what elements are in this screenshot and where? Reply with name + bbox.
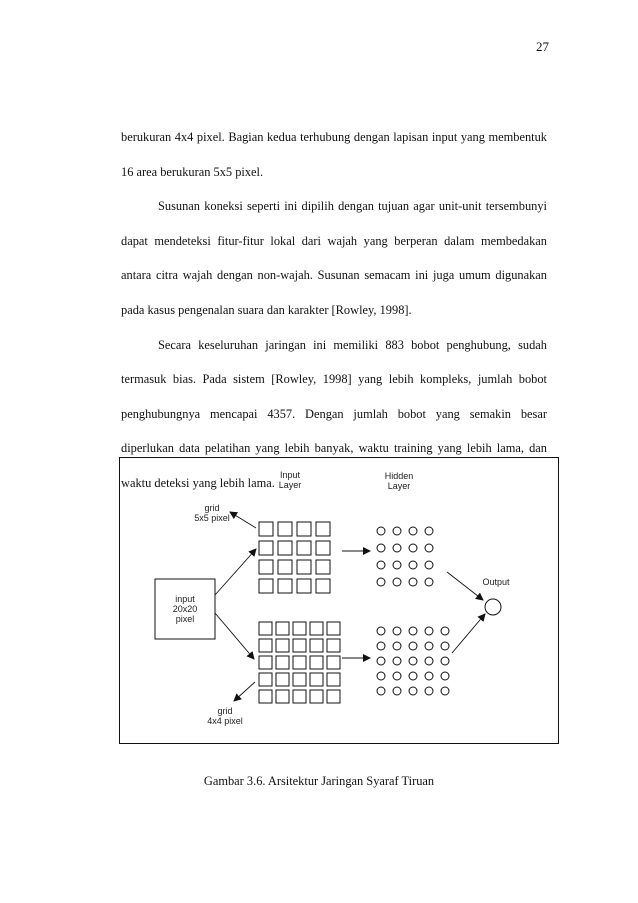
input-grid-bottom [259,622,340,703]
hidden-node [425,627,433,635]
paragraph-3: Secara keseluruhan jaringan ini memiliki 883 bobot penghubung, sudah termasuk bias. Pada sistem [Rowley, 1998] yang lebih kompleks, jumlah bobot penghubungnya mencapai 4357. Dengan jumlah bobot yang semakin besar diperlukan data pelatihan yang lebih banyak, waktu training yang lebih lama, dan waktu deteksi yang lebih lama. [121,337,547,490]
architecture-diagram [119,457,559,744]
hidden-node [441,657,449,665]
input-grid-cell [327,690,340,703]
input-grid-top [259,522,330,593]
input-grid-cell [310,639,323,652]
hidden-node [393,657,401,665]
input-grid-cell [316,560,330,574]
arrow-input-to-top-grid [215,549,256,595]
input-grid-cell [276,673,289,686]
hidden-node [377,672,385,680]
input-layer-label-line-1: Input [279,470,301,480]
input-grid-cell [293,673,306,686]
input-grid-cell [310,622,323,635]
hidden-node [393,527,401,535]
hidden-node [409,544,417,552]
hidden-node [393,544,401,552]
input-grid-cell [316,541,330,555]
hidden-node [377,627,385,635]
input-grid-cell [276,639,289,652]
hidden-node [377,544,385,552]
hidden-node [425,561,433,569]
input-grid-cell [310,690,323,703]
hidden-node [409,527,417,535]
hidden-node [441,642,449,650]
input-grid-cell [259,639,272,652]
input-grid-cell [293,656,306,669]
hidden-layer-label-line-2: Layer [387,481,411,491]
input-grid-cell [278,541,292,555]
grid-bottom-label-line-1: grid [217,706,233,716]
grid-top-label-line-1: grid [204,503,220,513]
input-grid-cell [276,656,289,669]
figure-caption: Gambar 3.6. Arsitektur Jaringan Syaraf Tiruan [203,774,435,788]
input-grid-cell [259,690,272,703]
input-grid-cell [316,579,330,593]
output-label: Output [482,577,510,587]
input-grid-cell [259,673,272,686]
hidden-node [409,561,417,569]
hidden-node [393,561,401,569]
input-grid-cell [259,560,273,574]
hidden-node [425,544,433,552]
hidden-node [393,627,401,635]
input-box-label-line-1: input [175,594,195,604]
hidden-node [409,672,417,680]
input-grid-cell [278,579,292,593]
input-grid-cell [297,560,311,574]
hidden-node [425,578,433,586]
body-text [121,120,547,501]
input-box-label-line-3: pixel [175,614,195,624]
input-grid-cell [297,541,311,555]
input-grid-cell [297,522,311,536]
hidden-node [377,657,385,665]
input-grid-cell [259,522,273,536]
input-grid-cell [259,656,272,669]
input-box-label-line-2: 20x20 [172,604,198,614]
hidden-node [425,687,433,695]
input-layer-label-line-2: Layer [278,480,302,490]
input-grid-cell [297,579,311,593]
input-grid-cell [278,522,292,536]
input-grid-cell [327,622,340,635]
input-grid-cell [310,656,323,669]
hidden-node [393,672,401,680]
input-grid-cell [293,639,306,652]
arrow-top-hidden-to-output [447,572,483,600]
input-grid-cell [259,579,273,593]
hidden-node [393,578,401,586]
input-grid-cell [276,622,289,635]
hidden-node [425,642,433,650]
arrow-to-grid-top-label [230,512,256,528]
hidden-node [409,642,417,650]
hidden-node [409,687,417,695]
grid-top-label-line-2: 5x5 pixel [194,513,230,523]
input-grid-cell [327,639,340,652]
input-grid-cell [316,522,330,536]
page-number: 27 [536,39,549,54]
grid-bottom-label-line-2: 4x4 pixel [207,716,243,726]
hidden-node [441,627,449,635]
arrow-to-grid-bottom-label [234,682,255,701]
input-grid-cell [293,690,306,703]
hidden-node [377,527,385,535]
hidden-node [377,561,385,569]
hidden-node [441,687,449,695]
hidden-node [409,578,417,586]
paragraph-1: berukuran 4x4 pixel. Bagian kedua terhubung dengan lapisan input yang membentuk 16 area berukuran 5x5 pixel. [121,130,547,179]
hidden-nodes-top [377,527,433,586]
input-grid-cell [327,673,340,686]
arrow-bottom-hidden-to-output [452,614,485,653]
input-grid-cell [278,560,292,574]
hidden-nodes-bottom [377,627,449,695]
paragraph-2: Susunan koneksi seperti ini dipilih dengan tujuan agar unit-unit tersembunyi dapat mendeteksi fitur-fitur lokal dari wajah yang berperan dalam membedakan antara citra wajah dengan non-wajah. Susunan semacam ini juga umum digunakan pada kasus pengenalan suara dan karakter [Rowley, 1998]. [121,199,547,317]
input-grid-cell [327,656,340,669]
hidden-layer-label-line-1: Hidden [384,471,414,481]
output-node [485,599,501,615]
hidden-node [409,627,417,635]
hidden-node [393,642,401,650]
input-grid-cell [276,690,289,703]
arrow-input-to-bottom-grid [215,613,254,659]
input-grid-cell [293,622,306,635]
hidden-node [393,687,401,695]
input-grid-cell [259,541,273,555]
hidden-node [425,672,433,680]
hidden-node [409,657,417,665]
hidden-node [377,687,385,695]
hidden-node [441,672,449,680]
hidden-node [425,527,433,535]
hidden-node [425,657,433,665]
input-grid-cell [310,673,323,686]
hidden-node [377,642,385,650]
input-grid-cell [259,622,272,635]
neural-network-figure [119,457,559,744]
hidden-node [377,578,385,586]
